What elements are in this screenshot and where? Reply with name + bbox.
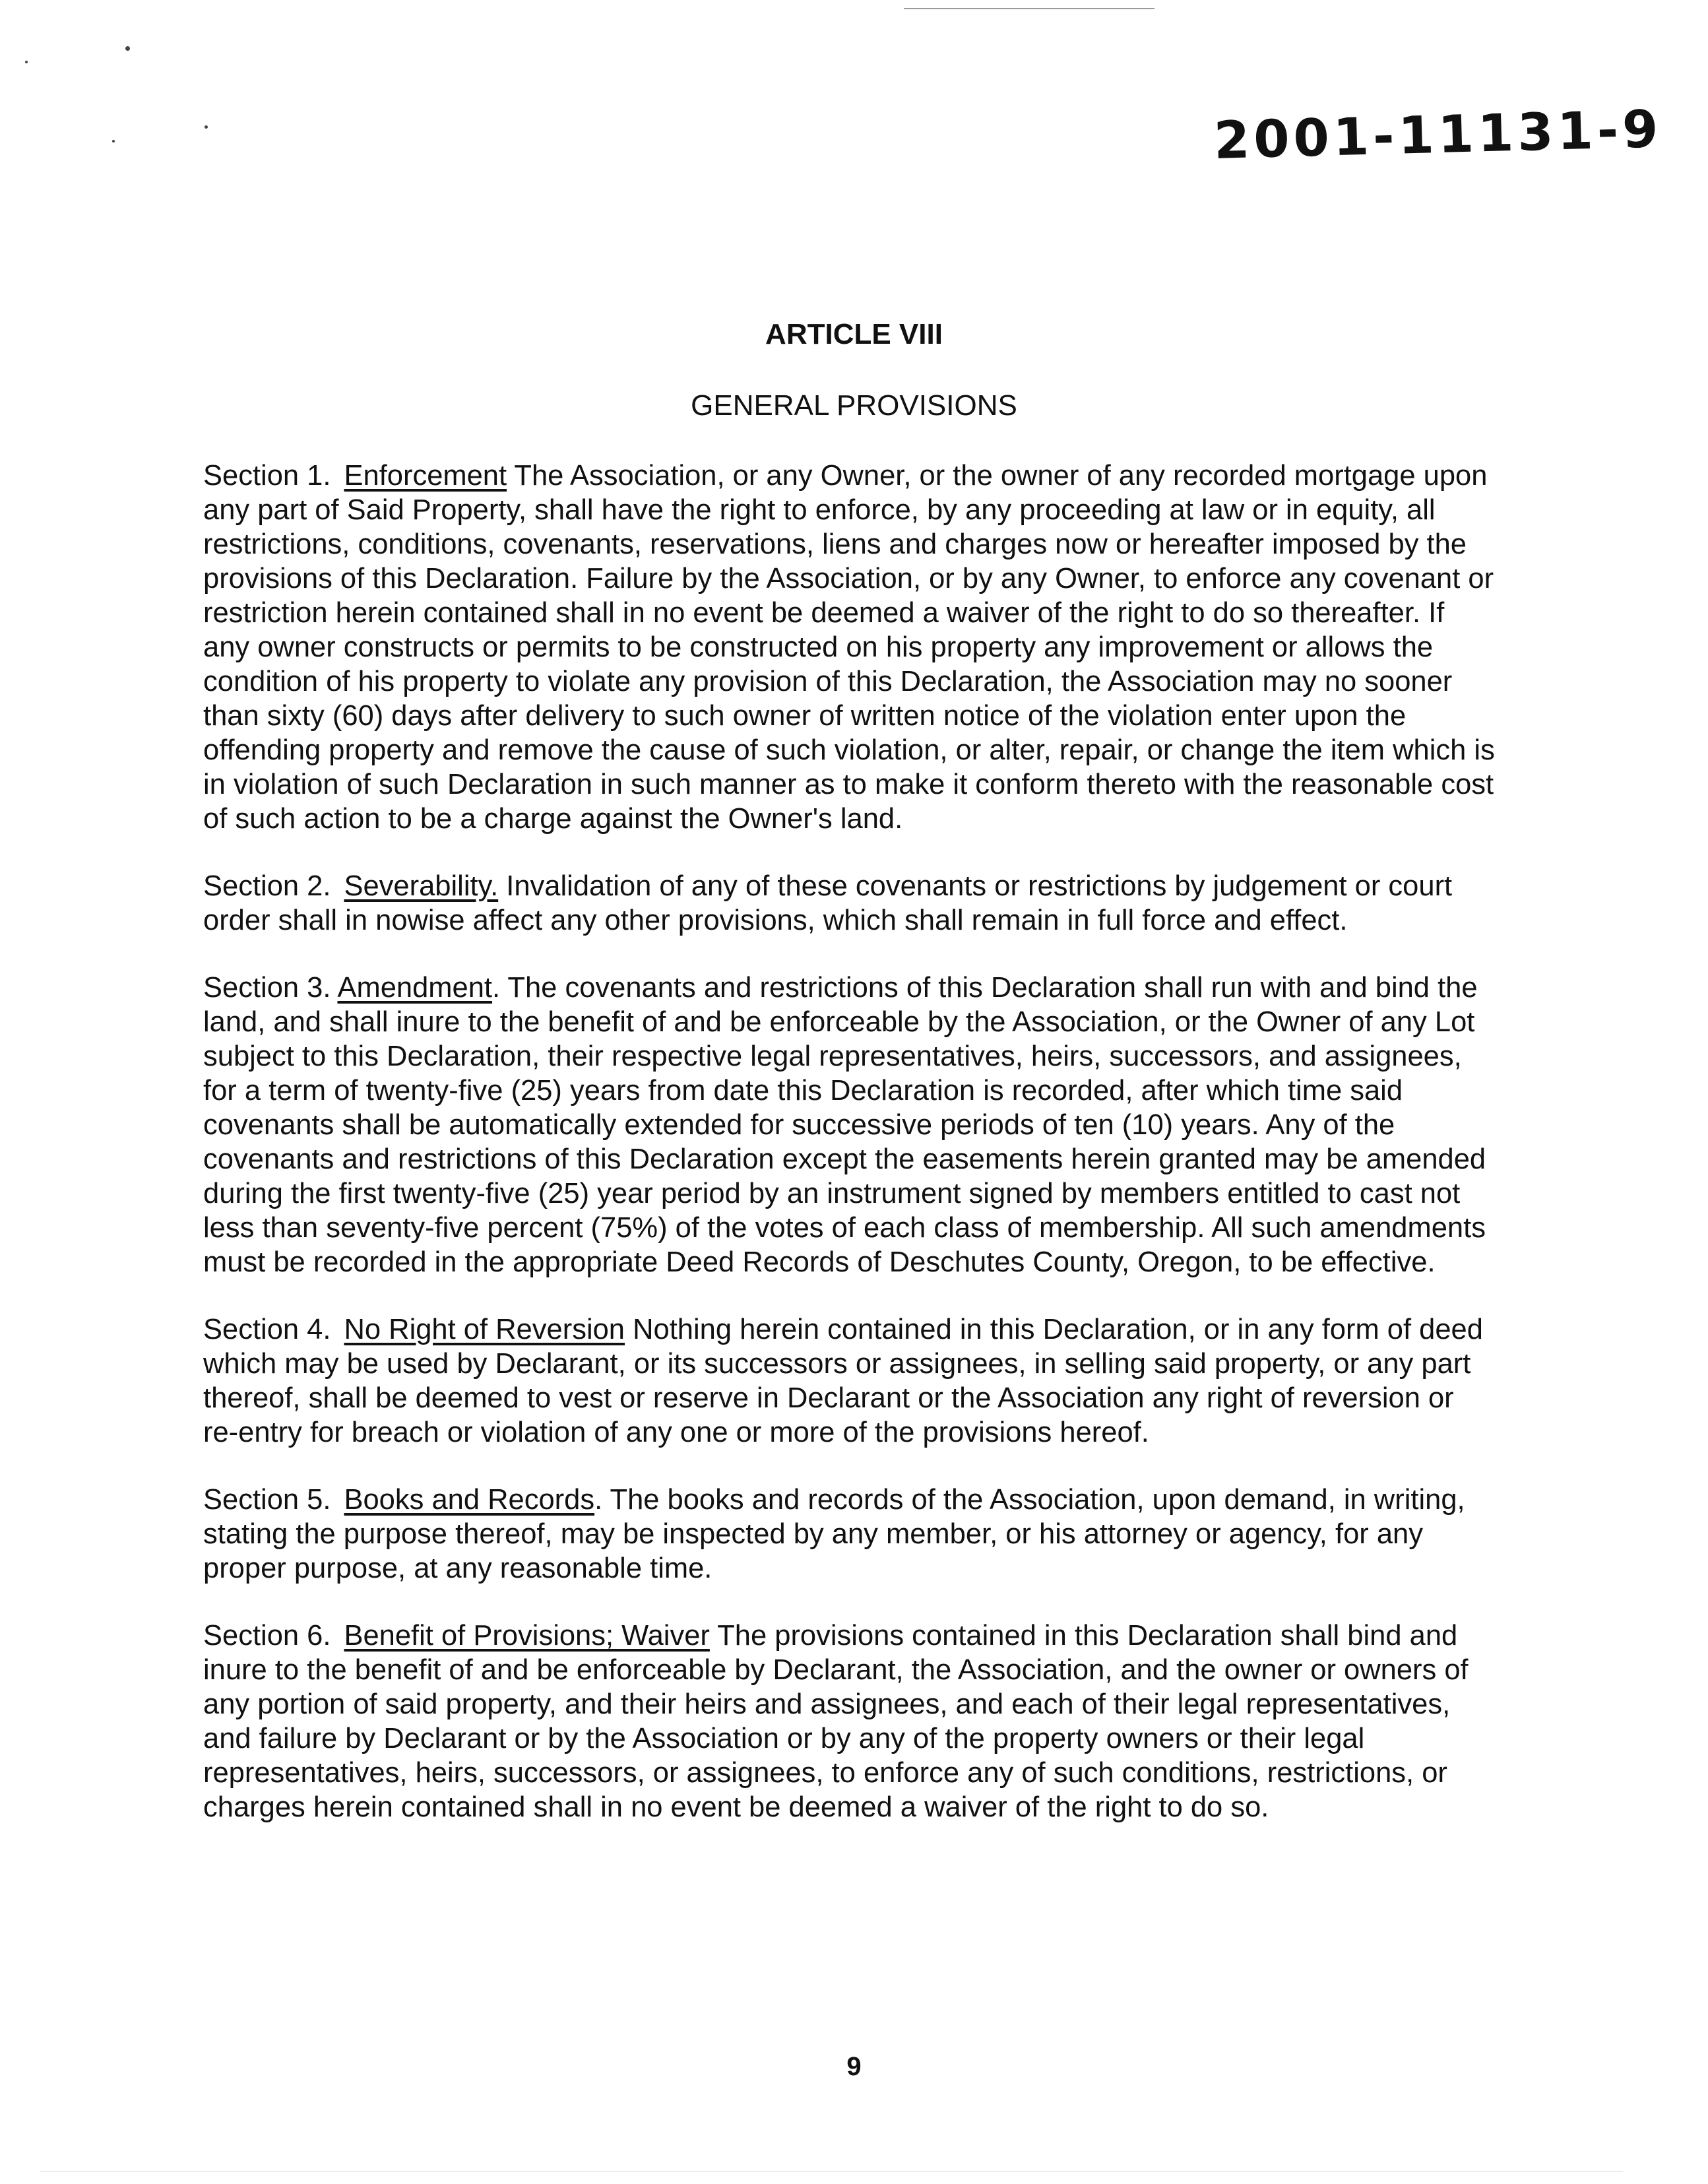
section-text: Invalidation of any of these covenants or restrictions by judgement or court order shall in nowise affect any other provisions, which shall remain in full force and effect.	[203, 870, 1453, 936]
article-subtitle-text: GENERAL PROVISIONS	[691, 389, 1017, 422]
section-heading: Enforcement	[344, 460, 507, 492]
document-body	[203, 459, 1496, 1857]
scan-artifact-speck	[112, 140, 115, 143]
article-title-text: ARTICLE VIII	[765, 318, 943, 350]
section-benefit-of-provisions	[203, 1619, 1496, 1824]
section-text: The provisions contained in this Declaration shall bind and inure to the benefit of and be enforceable by Declarant, the Association, and the owner or owners of any portion of said property, and their heirs and assignees, and each of their legal representatives, and failure by Declarant or by the Association or by any of the property owners or their legal representatives, heirs, successors, or assignees, to enforce any of such conditions, restrictions, or charges herein contained shall in no event be deemed a waiver of the right to do so.	[203, 1620, 1469, 1823]
section-heading: No Right of Reversion	[344, 1314, 625, 1345]
section-heading: Amendment	[337, 972, 493, 1004]
section-enforcement	[203, 459, 1496, 836]
scan-artifact-speck	[25, 61, 28, 63]
section-heading: Books and Records	[344, 1484, 595, 1516]
section-text: . The books and records of the Association, upon demand, in writing, stating the purpose thereof, may be inspected by any member, or his attorney or agency, for any proper purpose, at any reasonable time.	[203, 1484, 1465, 1584]
section-label: Section 1.	[203, 460, 331, 492]
section-amendment	[203, 971, 1496, 1279]
section-severability	[203, 869, 1496, 938]
section-text: Nothing herein contained in this Declaration, or in any form of deed which may be used by Declarant, or its successors or assignees, in selling said property, or any part thereof, shall be deemed to vest or reserve in Declarant or the Association any right of reversion or re-entry for breach or violation of any one or more of the provisions hereof.	[203, 1314, 1483, 1448]
section-text: The Association, or any Owner, or the owner of any recorded mortgage upon any part of Said Property, shall have the right to enforce, by any proceeding at law or in equity, all restrictions, conditions, covenants, reservations, liens and charges now or hereafter imposed by the provisions of this Declaration. Failure by the Association, or by any Owner, to enforce any covenant or restriction herein contained shall in no event be deemed a waiver of the right to do so thereafter. If any owner constructs or permits to be constructed on his property any improvement or allows the condition of his property to violate any provision of this Declaration, the Association may no sooner than sixty (60) days after delivery to such owner of written notice of the violation enter upon the offending property and remove the cause of such violation, or alter, repair, or change the item which is in violation of such Declaration in such manner as to make it conform thereto with the reasonable cost of such action to be a charge against the Owner's land.	[203, 460, 1495, 835]
section-heading: Benefit of Provisions; Waiver	[344, 1620, 710, 1652]
section-no-right-of-reversion	[203, 1312, 1496, 1450]
scan-artifact-speck	[125, 46, 130, 51]
handwritten-record-number: 2001-11131-9	[1213, 100, 1663, 171]
scan-artifact-top-line	[904, 8, 1154, 9]
section-heading: Severability.	[344, 870, 499, 902]
article-title	[0, 318, 1708, 351]
section-label: Section 5.	[203, 1484, 331, 1516]
scan-artifact-speck	[205, 125, 208, 129]
page-number: 9	[846, 2052, 862, 2081]
section-label: Section 3.	[203, 972, 331, 1004]
section-label: Section 2.	[203, 870, 331, 902]
article-subtitle	[0, 389, 1708, 422]
section-label: Section 4.	[203, 1314, 331, 1345]
section-books-and-records	[203, 1483, 1496, 1586]
section-text: . The covenants and restrictions of this Declaration shall run with and bind the land, and shall inure to the benefit of and be enforceable by the Association, or the Owner of any Lot subject to this Declaration, their respective legal representatives, heirs, successors, and assignees, for a term of twenty-five (25) years from date this Declaration is recorded, after which time said covenants shall be automatically extended for successive periods of ten (10) years. Any of the covenants and restrictions of this Declaration except the easements herein granted may be amended during the first twenty-five (25) year period by an instrument signed by members entitled to cast not less than seventy-five percent (75%) of the votes of each class of membership. All such amendments must be recorded in the appropriate Deed Records of Deschutes County, Oregon, to be effective.	[203, 972, 1486, 1278]
section-label: Section 6.	[203, 1620, 331, 1652]
